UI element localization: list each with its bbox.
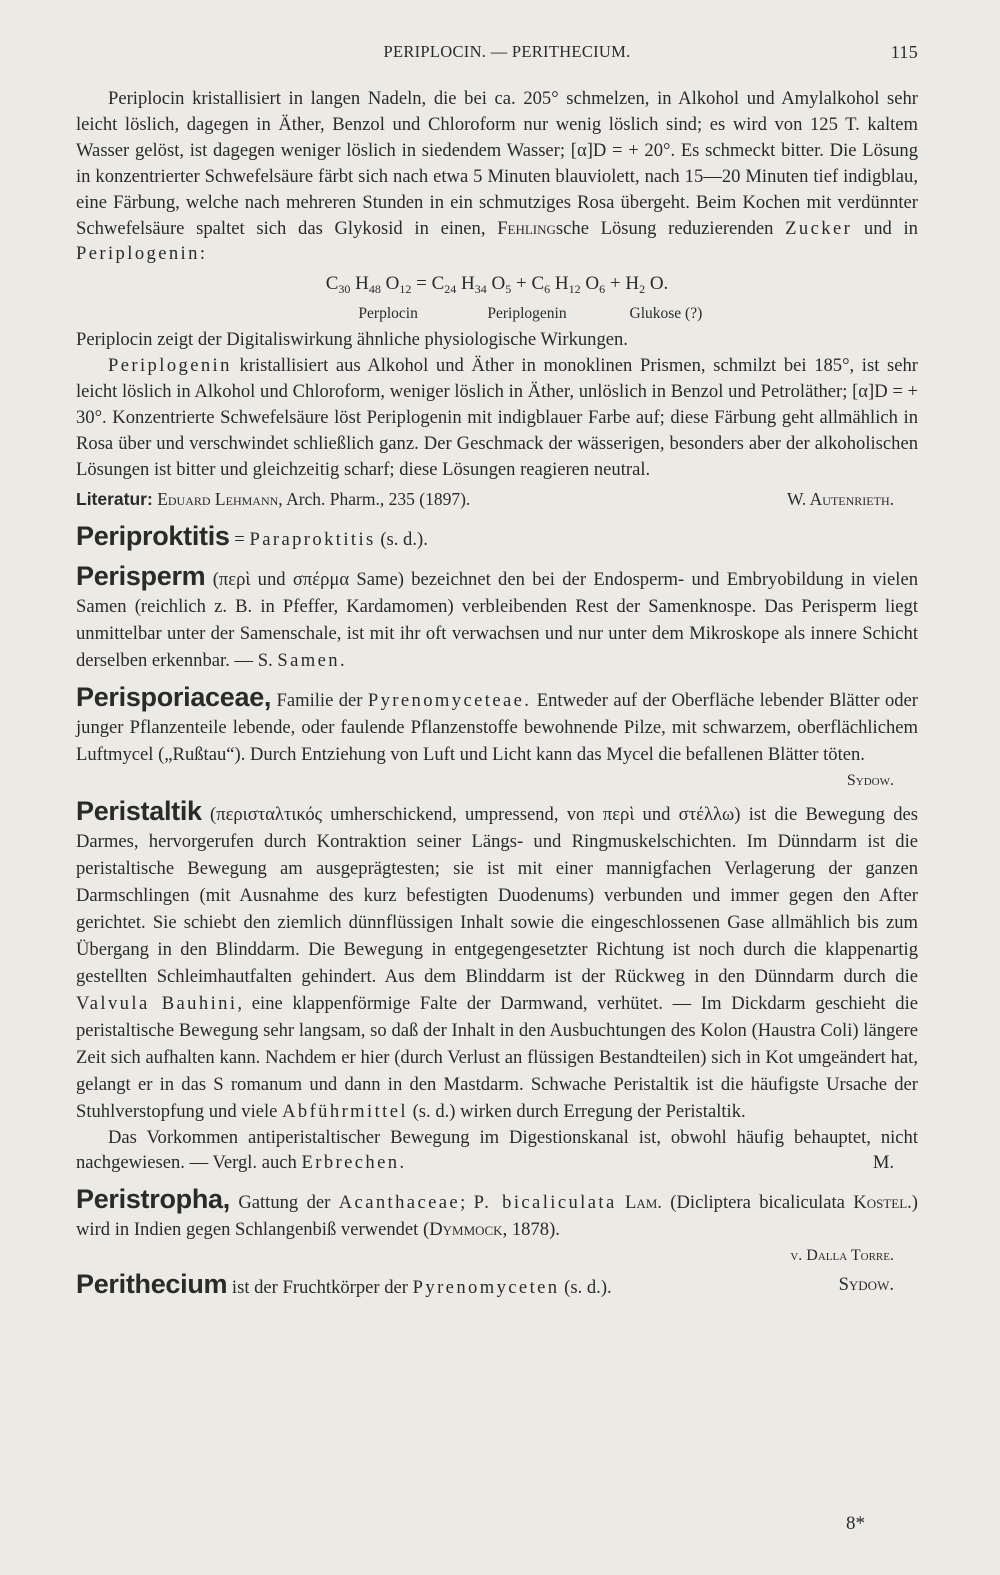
chemical-formula: $C_{30}$ $H_{48}$ $O_{12} = C_{24}$ $H_{34}$ $O_5 + C_6$ $H_{12}$ $O_6 + H_2$ O. bbox=[325, 273, 669, 297]
author-signature: M. bbox=[872, 1152, 894, 1174]
author-signature: W. Autenrieth. bbox=[786, 488, 894, 509]
paragraph-digitalis: Periplocin zeigt der Digitaliswirkung ähnliche physiologische Wirkungen. bbox=[76, 329, 628, 351]
entry-peristropha: Peristropha, Gattung der Acanthaceae; P. bicaliculata Lam. (Dicliptera bicaliculata Kostel.) wird in Indien gegen Schlangenbiß verwendet (Dymmock, 1878). bbox=[76, 1184, 918, 1241]
lemma-heading: Perisporiaceae, bbox=[76, 681, 272, 712]
literature-label: Literatur: bbox=[76, 488, 153, 509]
author-signature: v. Dalla Torre. bbox=[790, 1247, 894, 1265]
running-title: PERIPLOCIN. — PERITHECIUM. bbox=[383, 42, 631, 61]
zucker-term: Zucker bbox=[785, 217, 853, 239]
lemma-heading: Peristropha, bbox=[76, 1184, 230, 1215]
paragraph-periplogenin: Periplogenin kristallisiert aus Alkohol und Äther in monoklinen Prismen, schmilzt bei 185°, ist sehr leicht löslich in Alkohol und Chloroform, weniger löslich in Äther, unlöslich in Benzol und Petroläther; [α]D = + 30°. Konzentrierte Schwefelsäure löst Periplogenin mit indigblauer Farbe auf; diese Färbung geht allmählich in Rosa über und verschwindet schließlich ganz. Der Geschmack der wässerigen, besonders aber der alkoholischen Lösungen ist bitter und gleichzeitig scharf; diese Lösungen reagieren neutral. bbox=[76, 355, 918, 480]
fehling-name: Fehling bbox=[497, 217, 556, 239]
lemma-heading: Perithecium bbox=[76, 1269, 228, 1300]
entry-perisporiaceae: Perisporiaceae, Familie der Pyrenomyceteae. Entweder auf der Oberfläche lebender Blätter oder junger Pflanzenteile lebende, oder faulende Pflanzenstoffe bewohnende Pilze, mit schwarzem, oberflächlichem Luftmycel („Rußtau“). Durch Entziehung von Luft und Licht kann das Mycel die befallenen Blätter töten. bbox=[76, 681, 918, 765]
periplogenin-term: Periplogenin: bbox=[76, 243, 208, 265]
lemma-heading: Peristaltik bbox=[76, 795, 202, 826]
entry-peristaltik: Peristaltik (περισταλτικός umherschickend, umpressend, von περὶ und στέλλω) ist die Bewegung des Darmes, hervorgerufen durch Kontraktion seiner Längs- und Ringmuskelschichten. Im Dünndarm ist die peristaltische Bewegung am ausgeprägtesten; sie ist mit einer mannigfachen Verlagerung der ganzen Darmschlingen (mit Ausnahme des kurz befestigten Duodenums) verbunden und immer gegen den After gerichtet. Sie schiebt den ziemlich dünnflüssigen Inhalt sowie die eingeschlossenen Gase allmählich bis zum Übergang in den Blinddarm. Die Bewegung in entgegengesetzter Richtung ist noch durch die klappenartig gestellten Schleimhautfalten gehindert. Aus dem Blinddarm ist der Rückweg in den Dünndarm durch die Valvula Bauhini, eine klappenförmige Falte der Darmwand, verhütet. — Im Dickdarm geschieht die peristaltische Bewegung sehr langsam, so daß der Inhalt in den Ausbuchtungen des Kolon (Haustra Coli) längere Zeit sich aufhalten kann. Nachdem er hier (durch Verlust an flüssigen Bestandteilen) sich in Kot umgeändert hat, gelangt er in das S romanum und dann in den Mastdarm. Schwache Peristaltik ist die häufigste Ursache der Stuhlverstopfung und viele Abführmittel (s. d.) wirken durch Erregung der Peristaltik. bbox=[76, 795, 918, 1122]
lemma-heading: Periproktitis bbox=[76, 520, 230, 551]
article-body bbox=[76, 86, 918, 1301]
formula-label: Periplogenin bbox=[487, 305, 567, 323]
author-signature: Sydow. bbox=[846, 771, 894, 789]
entry-perisperm: Perisperm (περὶ und σπέρμα Same) bezeichnet den bei der Endosperm- und Embryobildung in vielen Samen (reichlich z. B. in Pfeffer, Kardamomen) verbleibenden Rest der Samenknospe. Das Perisperm liegt unmittelbar unter der Samenschale, ist mit ihr oft verwachsen und nur unter dem Mikroskope als innere Schicht derselben erkennbar. — S. Samen. bbox=[76, 560, 918, 671]
page-number: 115 bbox=[890, 42, 918, 62]
entry-periproktitis: Periproktitis = Paraproktitis (s. d.). bbox=[76, 520, 428, 551]
entry-perithecium: Perithecium ist der Fruchtkörper der Pyrenomyceten (s. d.). Sydow. bbox=[76, 1271, 918, 1301]
formula-label: Perplocin bbox=[358, 305, 418, 323]
signature-mark: 8* bbox=[846, 1513, 865, 1534]
literature-author: Eduard Lehmann bbox=[157, 488, 279, 509]
formula-label: Glukose (?) bbox=[629, 305, 703, 323]
paragraph-periplocin: Periplocin kristallisiert in langen Nadeln, die bei ca. 205° schmelzen, in Alkohol und Amylalkohol sehr leicht löslich, dagegen in Äther, Benzol und Chloroform nur wenig löslich sind; es wird von 125 T. kaltem Wasser gelöst, ist dagegen weniger löslich in siedendem Wasser; [α]D = + 20°. Es schmeckt bitter. Die Lösung in konzentrierter Schwefelsäure färbt sich nach etwa 5 Minuten blauviolett, nach 15—20 Minuten tief indigblau, eine Färbung, welche nach mehreren Stunden in ein schmutziges Rosa übergeht. Beim Kochen mit verdünnter Schwefelsäure spaltet sich das Glykosid in einen, Fehlingsche Lösung reduzierenden Zucker und in Periplogenin: bbox=[76, 88, 918, 265]
paragraph-antiperistaltik: Das Vorkommen antiperistaltischer Bewegung im Digestionskanal ist, obwohl häufig behauptet, nicht nachgewiesen. — Vergl. auch Erbrechen. M. bbox=[76, 1125, 918, 1177]
running-header bbox=[76, 42, 918, 68]
lemma-heading: Perisperm bbox=[76, 560, 206, 591]
formula-labels bbox=[76, 303, 918, 325]
literature-line: Literatur: Eduard Lehmann, Arch. Pharm., 235 (1897). W. Autenrieth. bbox=[76, 487, 918, 513]
author-signature: Sydow. bbox=[838, 1274, 894, 1296]
